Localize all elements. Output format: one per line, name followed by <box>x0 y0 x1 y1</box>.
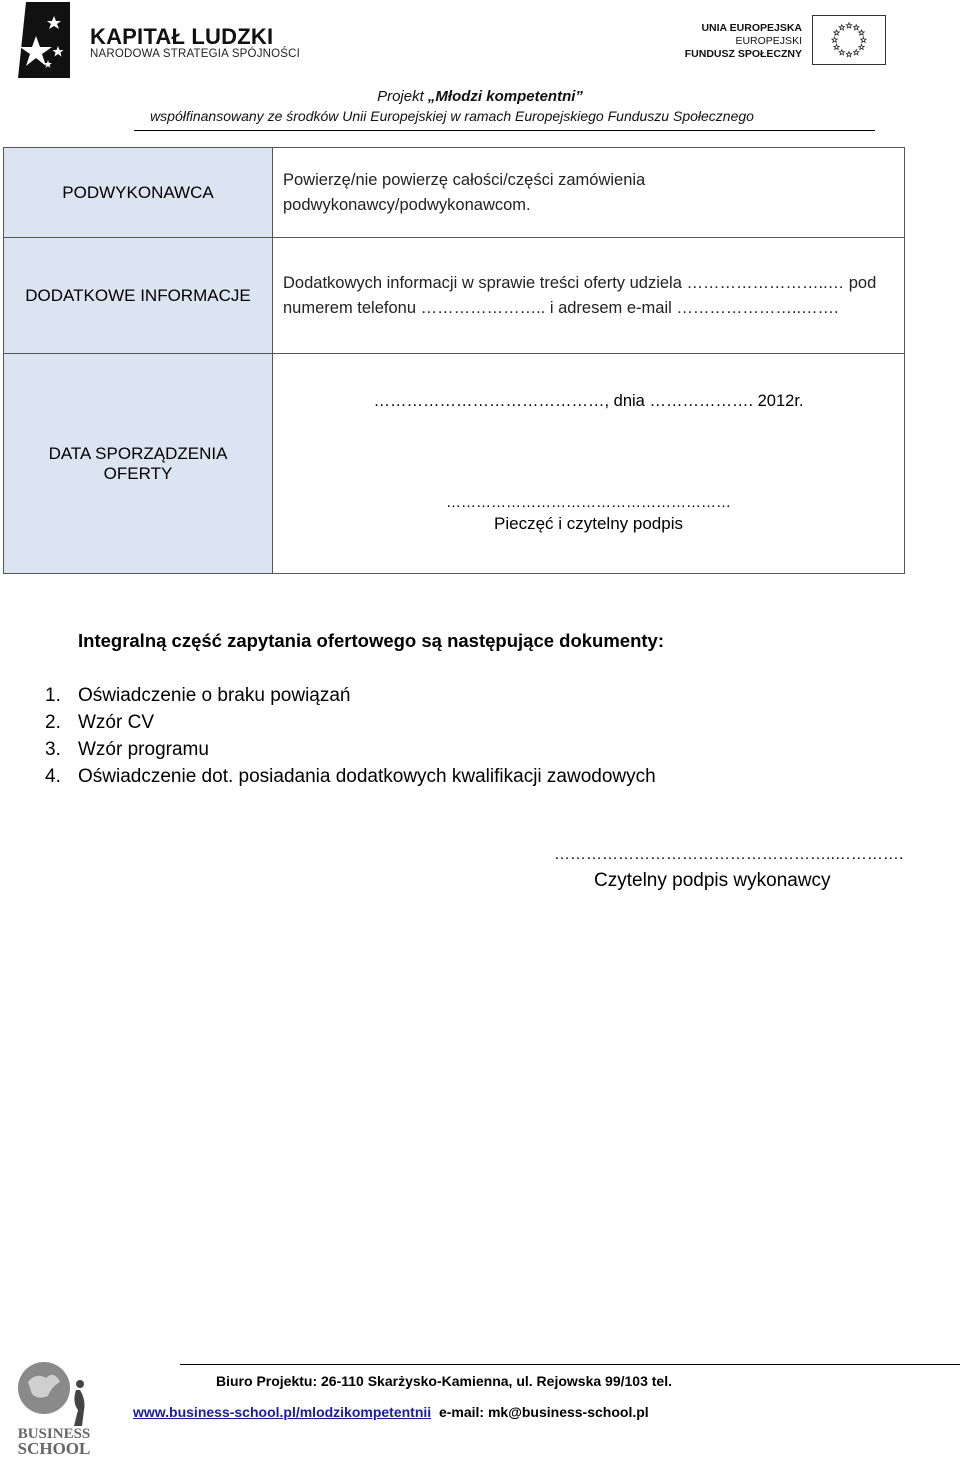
eu-line-1: UNIA EUROPEJSKA <box>701 22 802 34</box>
project-prefix: Projekt <box>377 88 428 105</box>
website-link[interactable]: www.business-school.pl/mlodzikompetentnii <box>133 1404 432 1420</box>
contractor-signature-dots: ……………………………………………..…………. <box>554 846 904 863</box>
list-text: Wzór programu <box>78 739 209 760</box>
cofinanced-note: współfinansowany ze środków Unii Europejskiej w ramach Europejskiego Funduszu Społecznego <box>150 108 754 124</box>
eu-star-icon <box>859 44 864 49</box>
list-number: 2. <box>45 712 61 733</box>
eu-star-icon <box>839 50 844 55</box>
eu-star-icon <box>834 30 839 35</box>
attachments-list <box>45 682 656 790</box>
list-number: 4. <box>45 766 61 787</box>
footer-address: Biuro Projektu: 26-110 Skarżysko-Kamienna, ul. Rejowska 99/103 tel. <box>216 1373 672 1389</box>
table-row <box>4 354 905 574</box>
eu-star-icon <box>834 44 839 49</box>
table-row <box>4 238 905 354</box>
project-name: „Młodzi kompetentni” <box>427 88 583 105</box>
footer-email: e-mail: mk@business-school.pl <box>438 1404 649 1420</box>
list-item <box>45 763 656 790</box>
attachments-heading: Integralną część zapytania ofertowego są następujące dokumenty: <box>78 630 665 651</box>
date-line: ……………………………………, dnia ………………. 2012r. <box>373 392 804 410</box>
list-text: Oświadczenie o braku powiązań <box>78 685 351 706</box>
kapital-ludzki-logo-icon <box>14 2 74 78</box>
logo-title: KAPITAŁ LUDZKI <box>90 24 274 49</box>
project-title <box>0 88 960 105</box>
eu-line-2: EUROPEJSKI <box>735 35 802 47</box>
eu-line-3: FUNDUSZ SPOŁECZNY <box>684 48 802 60</box>
row-label: PODWYKONAWCA <box>4 148 273 238</box>
contractor-signature-label: Czytelny podpis wykonawcy <box>594 870 831 891</box>
date-signature-cell <box>273 354 905 574</box>
logo-subtitle: NARODOWA STRATEGIA SPÓJNOŚCI <box>90 48 301 60</box>
eu-star-icon <box>861 37 866 42</box>
eu-star-icon <box>846 52 851 57</box>
additional-info-value: Dodatkowych informacji w sprawie treści oferty udziela ……………………..… pod numerem telefonu ………………….. i adresem e-mail …………………..……. <box>273 238 905 354</box>
footer-contact <box>133 1404 649 1420</box>
logo-line-1: BUSINESS <box>17 1426 91 1442</box>
eu-text <box>685 22 802 61</box>
list-number: 1. <box>45 685 61 706</box>
eu-flag-icon <box>812 15 886 65</box>
row-label: DATA SPORZĄDZENIA OFERTY <box>4 354 273 574</box>
list-text: Wzór CV <box>78 712 154 733</box>
list-item <box>45 736 656 763</box>
list-text: Oświadczenie dot. posiadania dodatkowych kwalifikacji zawodowych <box>78 766 656 787</box>
row-label: DODATKOWE INFORMACJE <box>4 238 273 354</box>
eu-star-icon <box>853 25 858 30</box>
list-item <box>45 682 656 709</box>
subcontractor-value: Powierzę/nie powierzę całości/części zamówienia podwykonawcy/podwykonawcom. <box>273 148 905 238</box>
eu-star-icon <box>839 25 844 30</box>
footer-divider <box>180 1364 960 1365</box>
business-school-logo-icon <box>14 1356 94 1456</box>
eu-star-icon <box>846 23 851 28</box>
signature-dots: ………………………………………………… <box>446 494 731 511</box>
eu-star-icon <box>853 50 858 55</box>
header-divider <box>134 130 875 131</box>
eu-star-icon <box>832 37 837 42</box>
offer-details-table <box>3 147 905 574</box>
stamp-signature-label: Pieczęć i czytelny podpis <box>494 514 683 533</box>
eu-star-icon <box>859 30 864 35</box>
logo-line-2: SCHOOL <box>17 1439 91 1456</box>
list-item <box>45 709 656 736</box>
table-row <box>4 148 905 238</box>
list-number: 3. <box>45 739 61 760</box>
